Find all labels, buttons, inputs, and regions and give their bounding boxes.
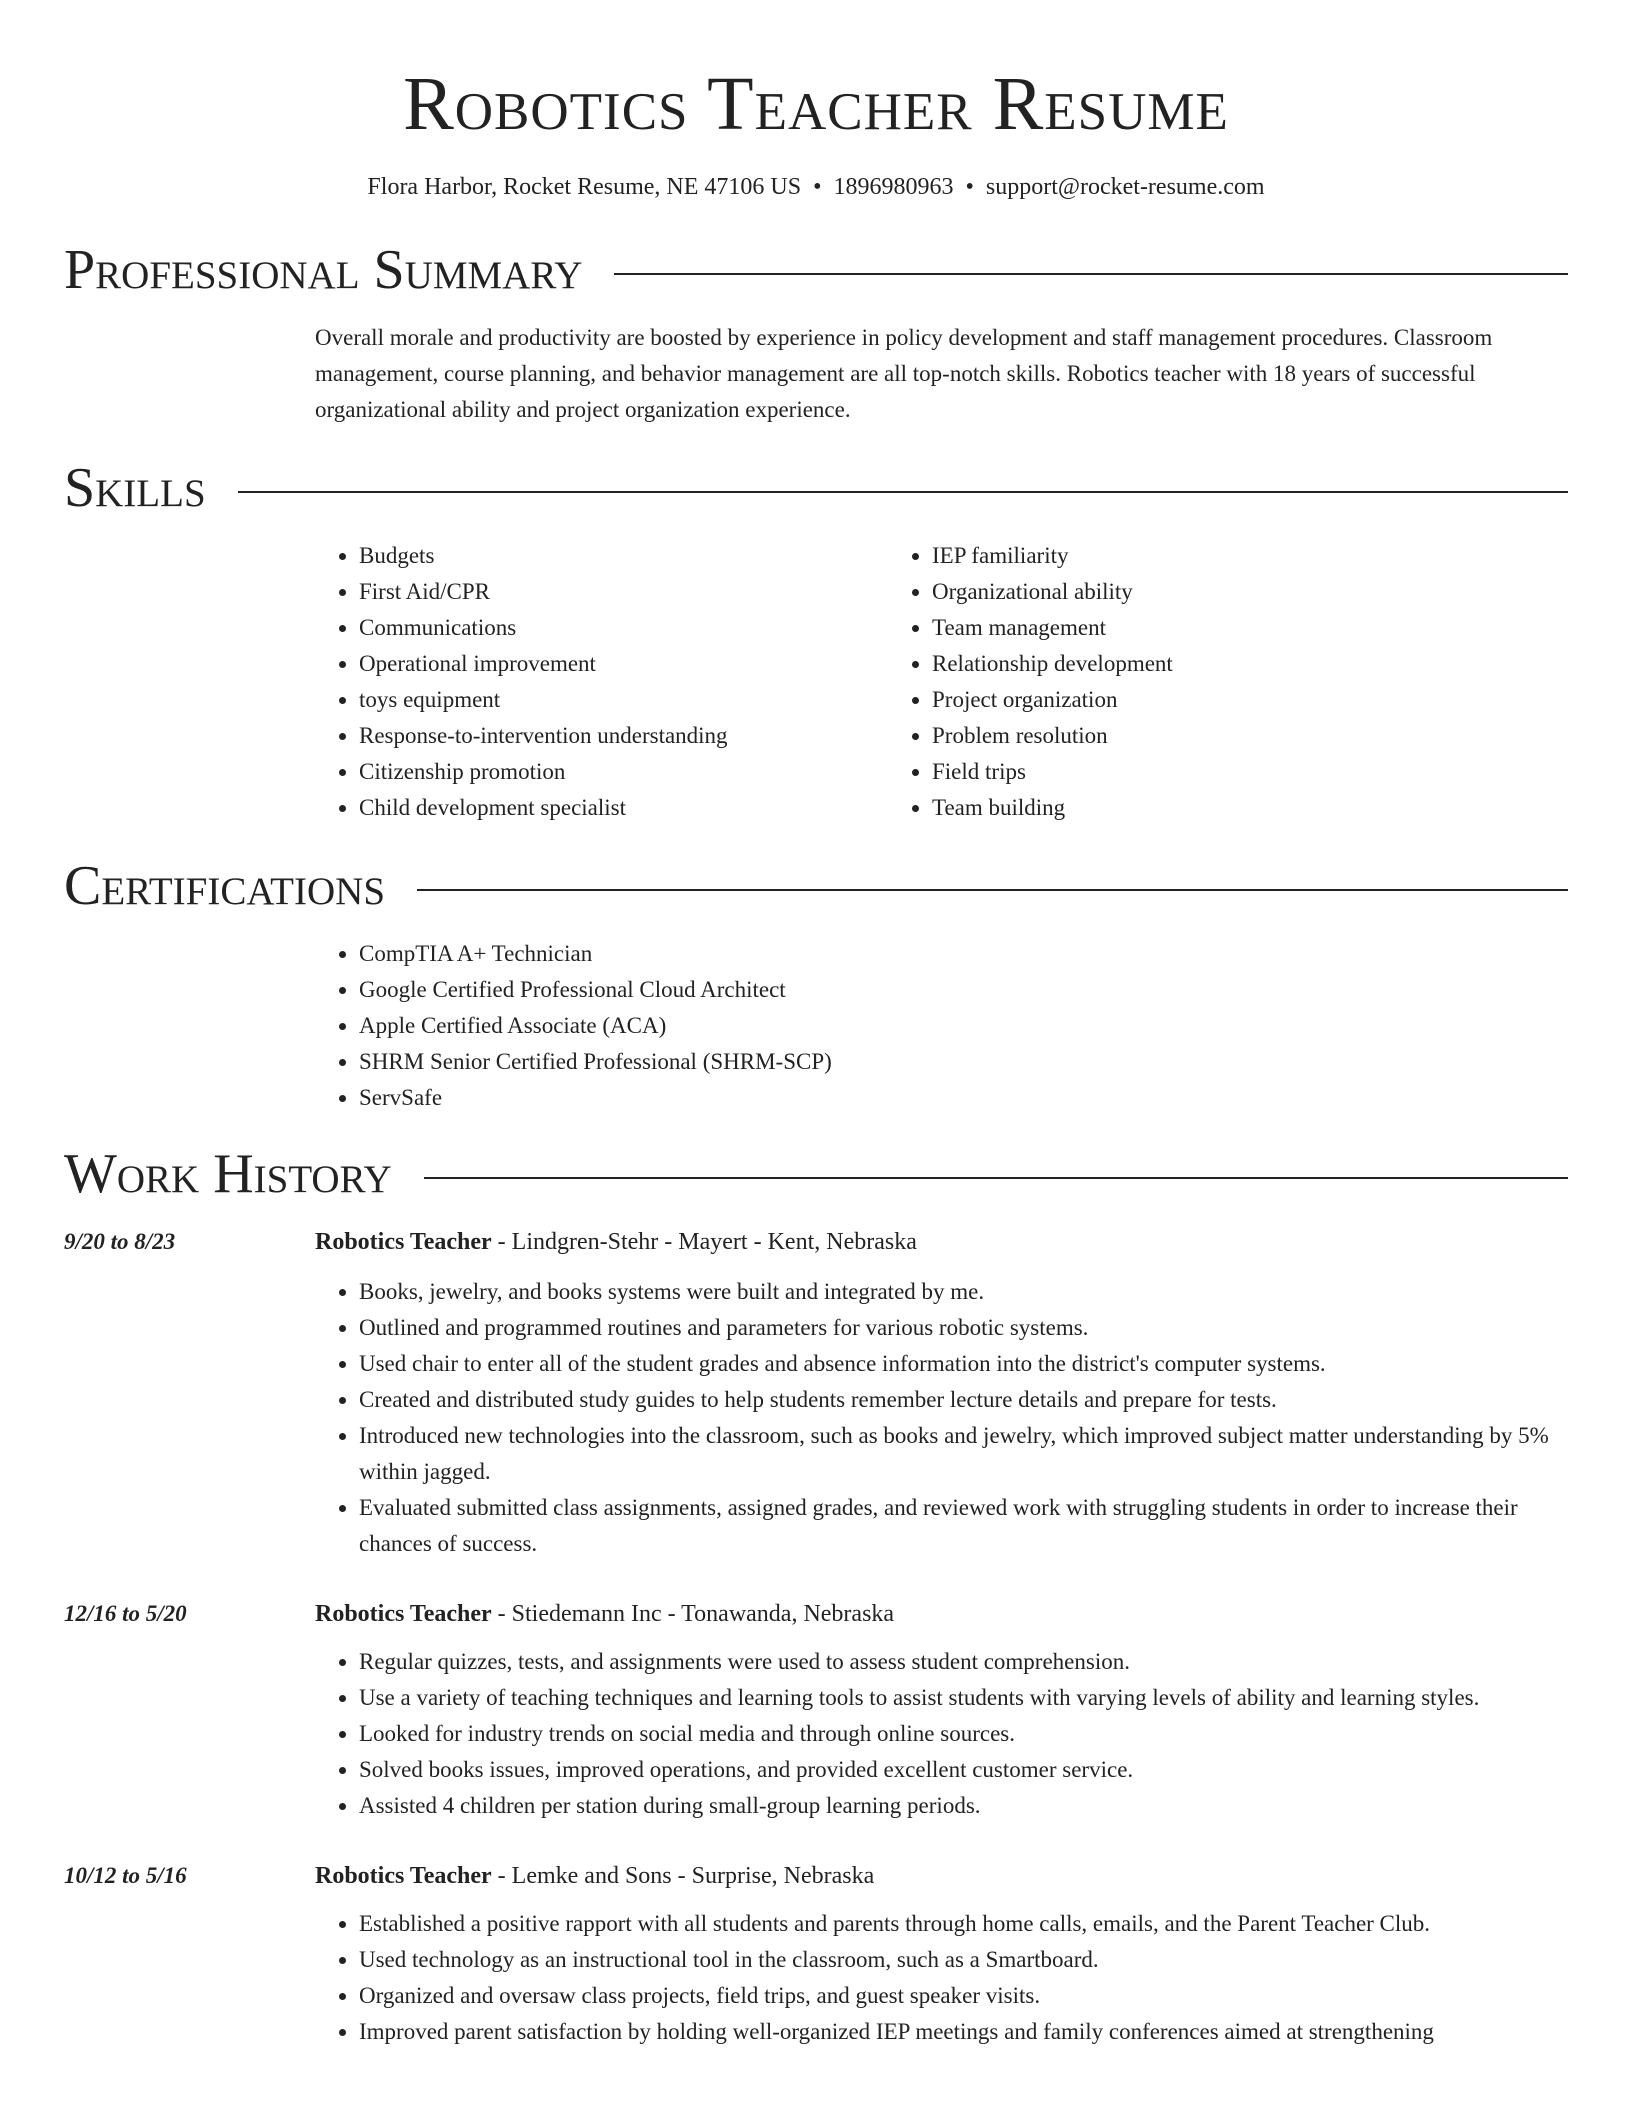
- skills-section-header: [64, 456, 1568, 520]
- skills-column-left: [315, 538, 888, 826]
- job-bullet: • Looked for industry trends on social media and through online sources.: [359, 1716, 1568, 1752]
- skill-item: • Citizenship promotion: [359, 754, 888, 790]
- job-bullet: • Use a variety of teaching techniques and learning tools to assist students with varying levels of ability and learning styles.: [359, 1680, 1568, 1716]
- skills-list: [315, 538, 1568, 826]
- job-header: [315, 1596, 1568, 1632]
- certifications-section-header: [64, 854, 1568, 918]
- job-bullet: • Organized and oversaw class projects, field trips, and guest speaker visits.: [359, 1978, 1568, 2014]
- skill-item: • Operational improvement: [359, 646, 888, 682]
- job-bullet: • Solved books issues, improved operations, and provided excellent customer service.: [359, 1752, 1568, 1788]
- job-header: [315, 1224, 1568, 1260]
- job-entry: [64, 1596, 1568, 1824]
- certification-item: • Apple Certified Associate (ACA): [359, 1008, 1568, 1044]
- certification-item: • ServSafe: [359, 1080, 1568, 1116]
- job-bullet: • Used technology as an instructional tool in the classroom, such as a Smartboard.: [359, 1942, 1568, 1978]
- skill-item: • Budgets: [359, 538, 888, 574]
- job-bullet: • Improved parent satisfaction by holding well-organized IEP meetings and family conferences aimed at strengthening: [359, 2014, 1568, 2050]
- section-divider: [424, 1177, 1568, 1179]
- certifications-list: [315, 936, 1568, 1116]
- job-details: - Lemke and Sons - Surprise, Nebraska: [491, 1863, 875, 1889]
- skill-item: • Problem resolution: [932, 718, 1461, 754]
- skill-item: • IEP familiarity: [932, 538, 1461, 574]
- skill-item: • Response-to-intervention understanding: [359, 718, 888, 754]
- skill-item: • Child development specialist: [359, 790, 888, 826]
- job-dates: 9/20 to 8/23: [64, 1229, 176, 1254]
- job-bullets: [315, 1274, 1568, 1562]
- job-bullet: • Evaluated submitted class assignments, assigned grades, and reviewed work with struggling students in order to increase their chances of success.: [359, 1490, 1568, 1562]
- job-bullet: • Books, jewelry, and books systems were built and integrated by me.: [359, 1274, 1568, 1310]
- job-bullet: • Assisted 4 children per station during small-group learning periods.: [359, 1788, 1568, 1824]
- job-details: - Stiedemann Inc - Tonawanda, Nebraska: [491, 1601, 895, 1627]
- job-header: [315, 1858, 1568, 1894]
- resume-title: Robotics Teacher Resume: [403, 62, 1229, 146]
- skill-item: • Communications: [359, 610, 888, 646]
- certification-item: • Google Certified Professional Cloud Architect: [359, 972, 1568, 1008]
- summary-text: Overall morale and productivity are boosted by experience in policy development and staff management procedures. Classroom management, course planning, and behavior management are all top-notch skills. Robotics teacher with 18 years of successful organizational ability and project organization experience.: [315, 325, 1493, 422]
- resume-page: [64, 0, 1568, 2050]
- contact-email: support@rocket-resume.com: [985, 174, 1265, 200]
- job-title: Robotics Teacher: [315, 1229, 492, 1255]
- section-divider: [614, 273, 1568, 275]
- contact-separator: •: [813, 174, 822, 200]
- skill-item: • Field trips: [932, 754, 1461, 790]
- certifications-heading: Certifications: [64, 855, 386, 917]
- job-bullets: [315, 1906, 1568, 2050]
- section-divider: [238, 491, 1568, 493]
- work-section-header: [64, 1142, 1568, 1206]
- job-dates: 12/16 to 5/20: [64, 1601, 187, 1626]
- certification-item: • SHRM Senior Certified Professional (SHRM-SCP): [359, 1044, 1568, 1080]
- job-bullets: [315, 1644, 1568, 1824]
- skill-item: • Project organization: [932, 682, 1461, 718]
- skill-item: • Organizational ability: [932, 574, 1461, 610]
- work-heading: Work History: [64, 1143, 392, 1205]
- job-title: Robotics Teacher: [315, 1601, 492, 1627]
- skill-item: • First Aid/CPR: [359, 574, 888, 610]
- job-entry: [64, 1858, 1568, 2050]
- skill-item: • Team building: [932, 790, 1461, 826]
- skills-column-right: [888, 538, 1461, 826]
- skills-heading: Skills: [64, 457, 206, 519]
- job-bullet: • Introduced new technologies into the classroom, such as books and jewelry, which improved subject matter understanding by 5% within jagged.: [359, 1418, 1568, 1490]
- job-bullet: • Created and distributed study guides to help students remember lecture details and prepare for tests.: [359, 1382, 1568, 1418]
- job-details: - Lindgren-Stehr - Mayert - Kent, Nebraska: [491, 1229, 917, 1255]
- skill-item: • Relationship development: [932, 646, 1461, 682]
- summary-section-header: [64, 238, 1568, 302]
- job-title: Robotics Teacher: [315, 1863, 492, 1889]
- skill-item: • Team management: [932, 610, 1461, 646]
- summary-heading: Professional Summary: [64, 239, 583, 301]
- job-bullet: • Established a positive rapport with all students and parents through home calls, emails, and the Parent Teacher Club.: [359, 1906, 1568, 1942]
- contact-line: [64, 172, 1568, 202]
- certification-item: • CompTIA A+ Technician: [359, 936, 1568, 972]
- job-dates: 10/12 to 5/16: [64, 1863, 187, 1888]
- job-bullet: • Used chair to enter all of the student grades and absence information into the district's computer systems.: [359, 1346, 1568, 1382]
- section-divider: [417, 889, 1568, 891]
- job-entry: [64, 1224, 1568, 1562]
- skill-item: • toys equipment: [359, 682, 888, 718]
- job-bullet: • Outlined and programmed routines and parameters for various robotic systems.: [359, 1310, 1568, 1346]
- contact-phone: 1896980963: [833, 174, 954, 200]
- job-bullet: • Regular quizzes, tests, and assignments were used to assess student comprehension.: [359, 1644, 1568, 1680]
- contact-separator: •: [965, 174, 974, 200]
- contact-address: Flora Harbor, Rocket Resume, NE 47106 US: [367, 174, 802, 200]
